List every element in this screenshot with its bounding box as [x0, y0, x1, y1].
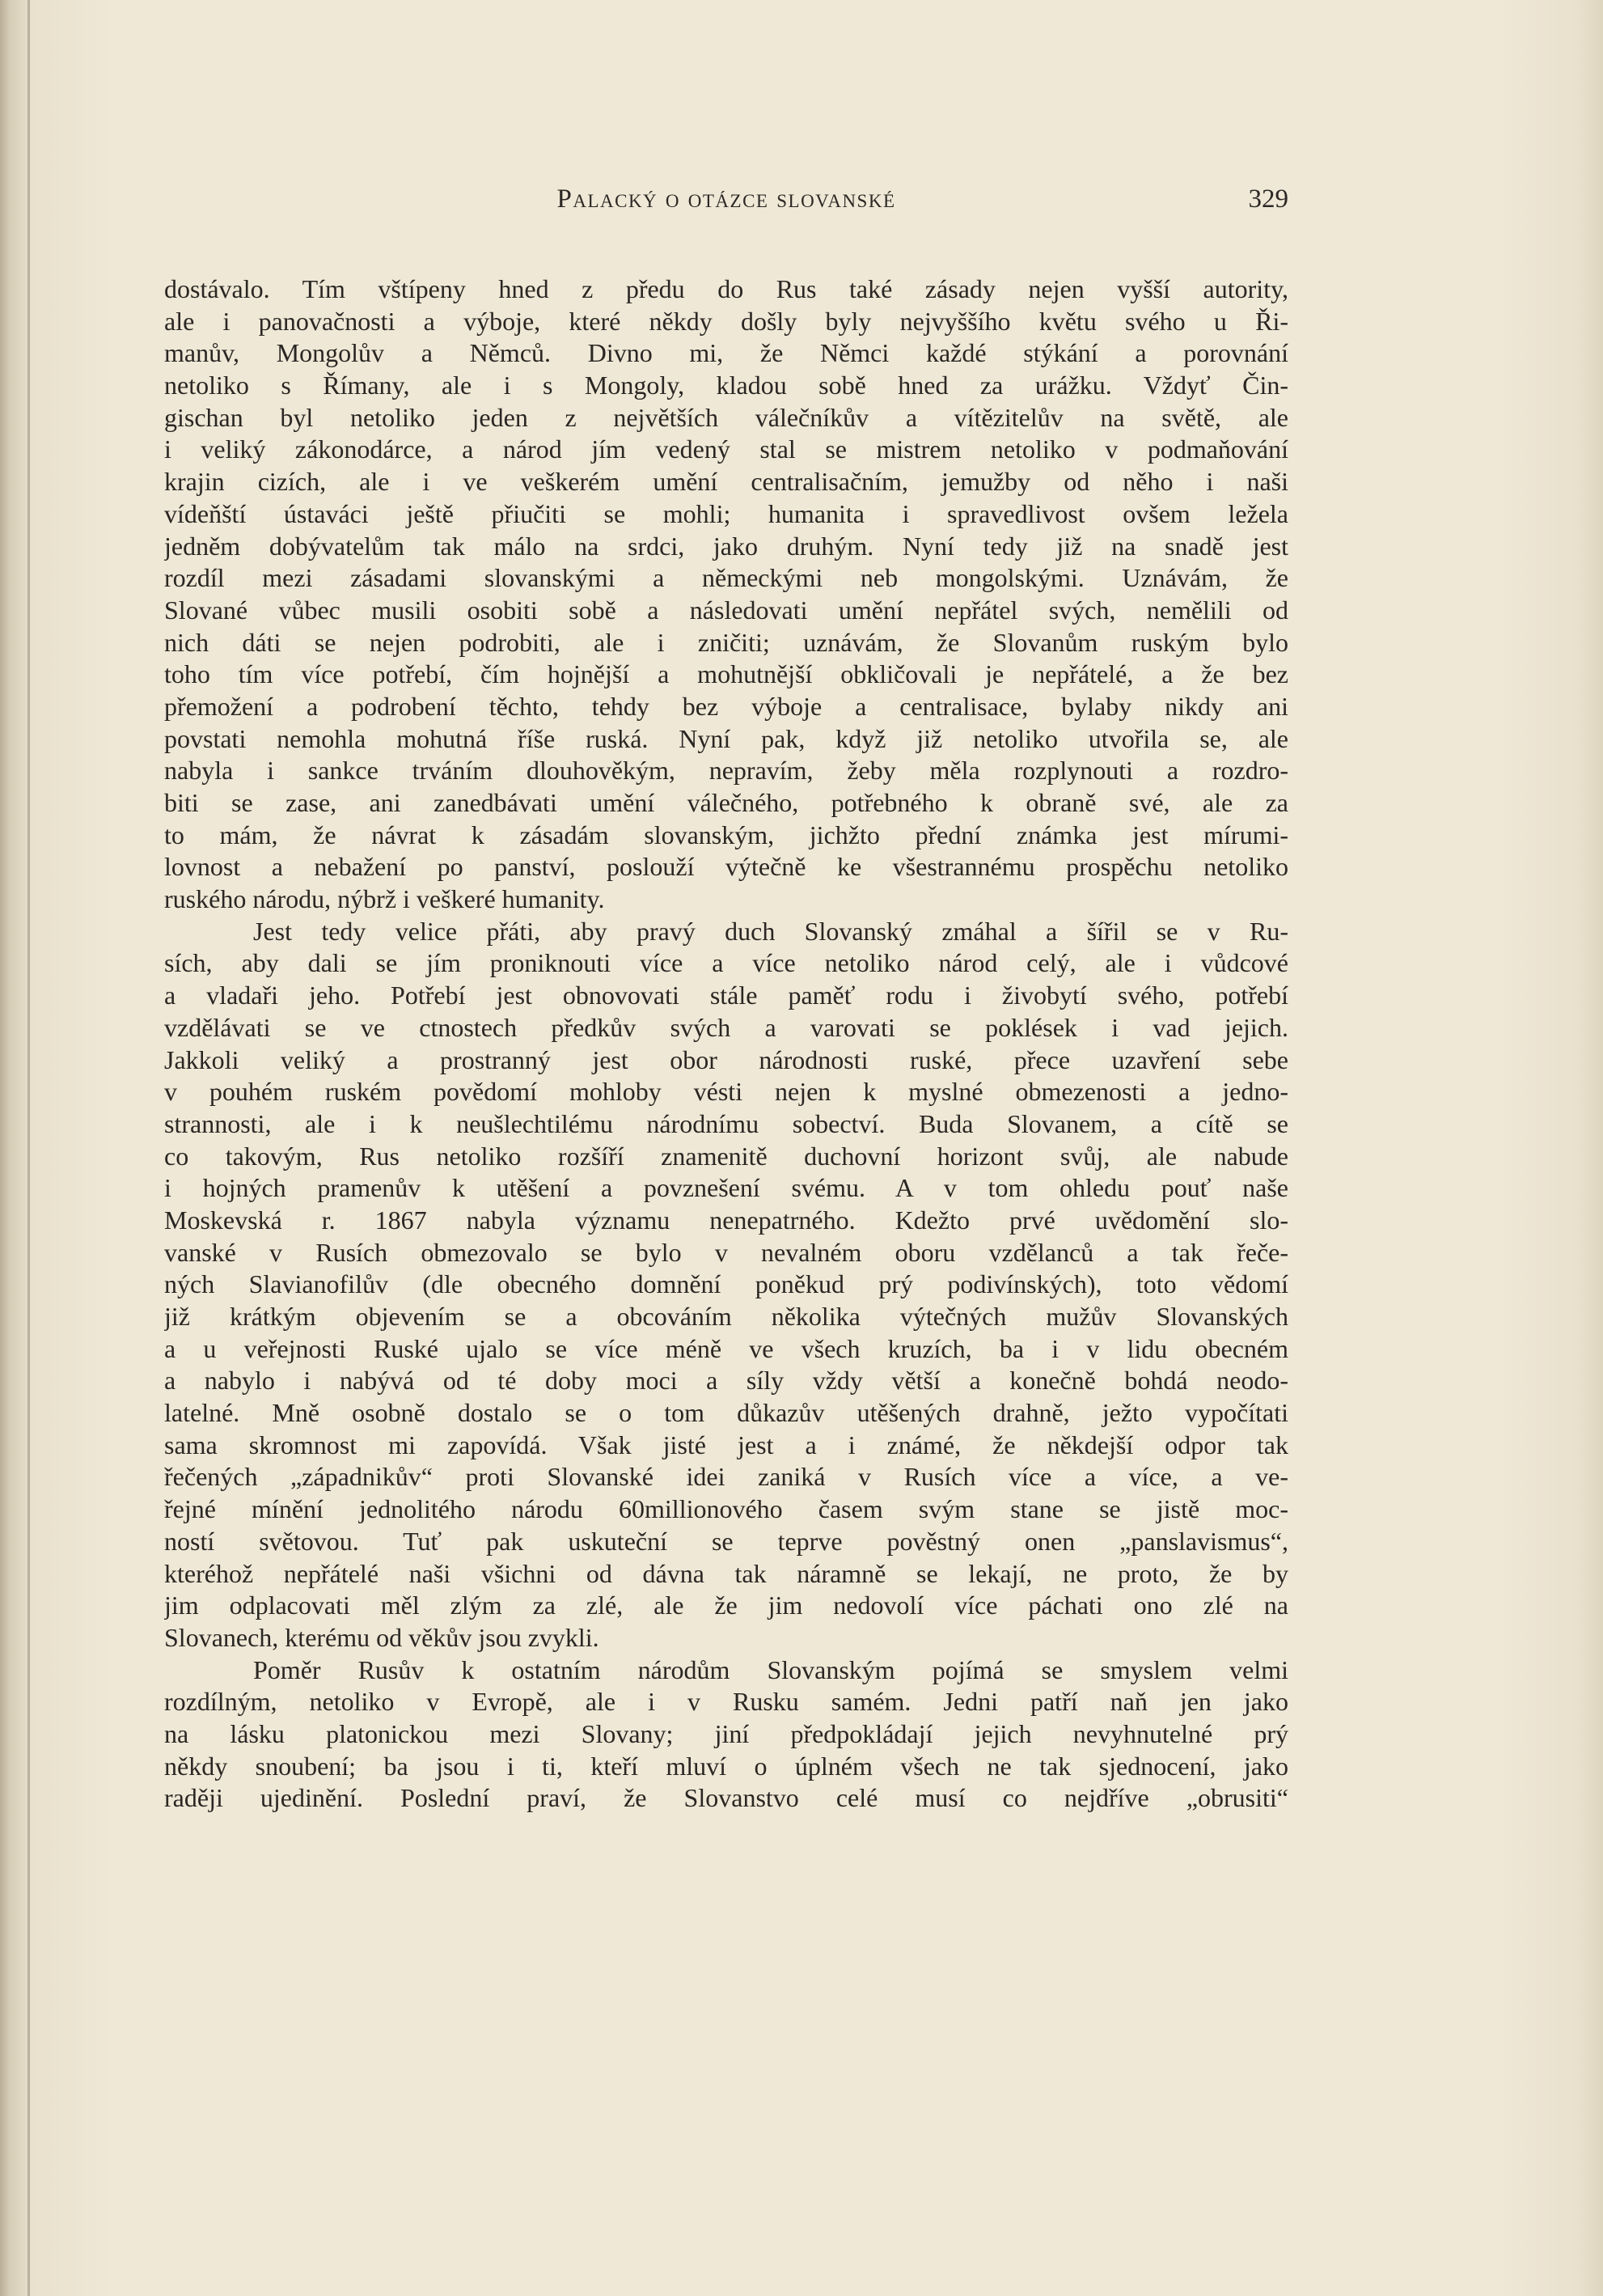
text-line: a u veřejnosti Ruské ujalo se více méně ve všech kruzích, ba i v lidu obecném [164, 1333, 1288, 1363]
text-line: jedněm dobývatelům tak málo na srdci, jako druhým. Nyní tedy již na snadě jest [164, 531, 1288, 561]
text-line: kteréhož nepřátelé naši všichni od dávna tak náramně se lekají, ne proto, že by [164, 1558, 1288, 1588]
text-line: povstati nemohla mohutná říše ruská. Nyní pak, když již netoliko utvořila se, ale [164, 723, 1288, 753]
text-line: rozdílným, netoliko v Evropě, ale i v Rusku samém. Jedni patří naň jen jako [164, 1687, 1288, 1717]
text-line: Poměr Rusův k ostatním národům Slovanským pojímá se smyslem velmi [253, 1654, 1288, 1684]
page-number: 329 [1248, 184, 1288, 214]
text-line: vídeňští ústaváci ještě přiučiti se mohli; humanita i spravedlivost ovšem ležela [164, 498, 1288, 528]
text-line: a vladaři jeho. Potřebí jest obnovovati stále paměť rodu i živobytí svého, potřebí [164, 981, 1288, 1010]
text-line: a nabylo i nabývá od té doby moci a síly vždy větší a konečně bohdá neodo- [164, 1366, 1288, 1396]
text-line: nich dáti se nejen podrobiti, ale i zničiti; uznávám, že Slovanům ruským bylo [164, 627, 1288, 657]
text-line: strannosti, ale i k neušlechtilému národnímu sobectví. Buda Slovanem, a cítě se [164, 1108, 1288, 1138]
binding-edge [27, 0, 30, 2296]
text-line: toho tím více potřebí, čím hojnější a mohutnější obkličovali je nepřátelé, a že bez [164, 659, 1288, 689]
text-line: netoliko s Římany, ale i s Mongoly, kladou sobě hned za urážku. Vždyť Čin- [164, 371, 1288, 400]
text-line: latelné. Mně osobně dostalo se o tom důkazův utěšených drahně, ježto vypočítati [164, 1398, 1288, 1428]
text-line: již krátkým objevením se a obcováním několika výtečných mužův Slovanských [164, 1302, 1288, 1331]
text-line: Jest tedy velice přáti, aby pravý duch Slovanský zmáhal a šířil se v Ru- [253, 916, 1288, 946]
text-line: raději ujedinění. Poslední praví, že Slovanstvo celé musí co nejdříve „obrusiti“ [164, 1783, 1288, 1813]
text-line: i hojných pramenův k utěšení a povznešení svému. A v tom ohledu pouť naše [164, 1173, 1288, 1203]
text-line: vzdělávati se ve ctnostech předkův svých a varovati se poklések i vad jejich. [164, 1012, 1288, 1042]
text-line: i veliký zákonodárce, a národ jím vedený stal se mistrem netoliko v podmaňování [164, 434, 1288, 464]
text-line: řečených „západnikův“ proti Slovanské idei zaniká v Rusích více a více, a ve- [164, 1462, 1288, 1492]
text-line: co takovým, Rus netoliko rozšíří znamenitě duchovní horizont svůj, ale nabude [164, 1141, 1288, 1171]
text-line: Moskevská r. 1867 nabyla významu nenepatrného. Kdežto prvé uvědomění slo- [164, 1205, 1288, 1235]
text-line: ností světovou. Tuť pak uskuteční se teprve pověstný onen „panslavismus“, [164, 1526, 1288, 1556]
text-line: v pouhém ruském povědomí mohloby vésti nejen k myslné obmezenosti a jedno- [164, 1077, 1288, 1107]
text-line: lovnost a nebažení po panství, poslouží výtečně ke všestrannému prospěchu netoliko [164, 852, 1288, 882]
text-line: Jakkoli veliký a prostranný jest obor národnosti ruské, přece uzavření sebe [164, 1044, 1288, 1074]
text-line: gischan byl netoliko jeden z největších válečníkův a vítězitelův na světě, ale [164, 402, 1288, 432]
text-line: krajin cizích, ale i ve veškerém umění centralisačním, jemužby od něho i naši [164, 467, 1288, 497]
running-title: Palacký o otázce slovanské [556, 184, 896, 214]
text-line: rozdíl mezi zásadami slovanskými a německými neb mongolskými. Uznávám, že [164, 563, 1288, 593]
body-text [164, 273, 1288, 1815]
text-line: řejné mínění jednolitého národu 60millionového časem svým stane se jistě moc- [164, 1494, 1288, 1524]
text-line: biti se zase, ani zanedbávati umění válečného, potřebného k obraně své, ale za [164, 788, 1288, 817]
text-line: Slovanech, kterému od věkův jsou zvykli. [164, 1622, 599, 1652]
text-line: ruského národu, nýbrž i veškeré humanity. [164, 884, 605, 914]
page-header [164, 184, 1288, 233]
text-line: Slované vůbec musili osobiti sobě a následovati umění nepřátel svých, nemělili od [164, 595, 1288, 625]
text-line: ných Slavianofilův (dle obecného domnění poněkud prý podivínských), toto vědomí [164, 1269, 1288, 1299]
text-line: manův, Mongolův a Němců. Divno mi, že Němci každé stýkání a porovnání [164, 338, 1288, 368]
text-line: to mám, že návrat k zásadám slovanským, jichžto přední známka jest mírumi- [164, 820, 1288, 849]
text-line: vanské v Rusích obmezovalo se bylo v nevalném oboru vzdělanců a tak řeče- [164, 1237, 1288, 1267]
text-line: někdy snoubení; ba jsou i ti, kteří mluví o úplném všech ne tak sjednocení, jako [164, 1751, 1288, 1781]
text-line: sích, aby dali se jím proniknouti více a více netoliko národ celý, ale i vůdcové [164, 948, 1288, 978]
text-line: na lásku platonickou mezi Slovany; jiní předpokládají jejich nevyhnutelné prý [164, 1718, 1288, 1748]
text-line: nabyla i sankce trváním dlouhověkým, nepravím, žeby měla rozplynouti a rozdro- [164, 756, 1288, 786]
text-line: přemožení a podrobení těchto, tehdy bez výboje a centralisace, bylaby nikdy ani [164, 691, 1288, 721]
text-line: dostávalo. Tím vštípeny hned z předu do Rus také zásady nejen vyšší autority, [164, 274, 1288, 303]
text-line: sama skromnost mi zapovídá. Však jisté jest a i známé, že někdejší odpor tak [164, 1430, 1288, 1459]
text-line: jim odplacovati měl zlým za zlé, ale že jim nedovolí více páchati ono zlé na [164, 1591, 1288, 1620]
text-line: ale i panovačnosti a výboje, které někdy došly byly nejvyššího květu svého u Ři- [164, 306, 1288, 336]
